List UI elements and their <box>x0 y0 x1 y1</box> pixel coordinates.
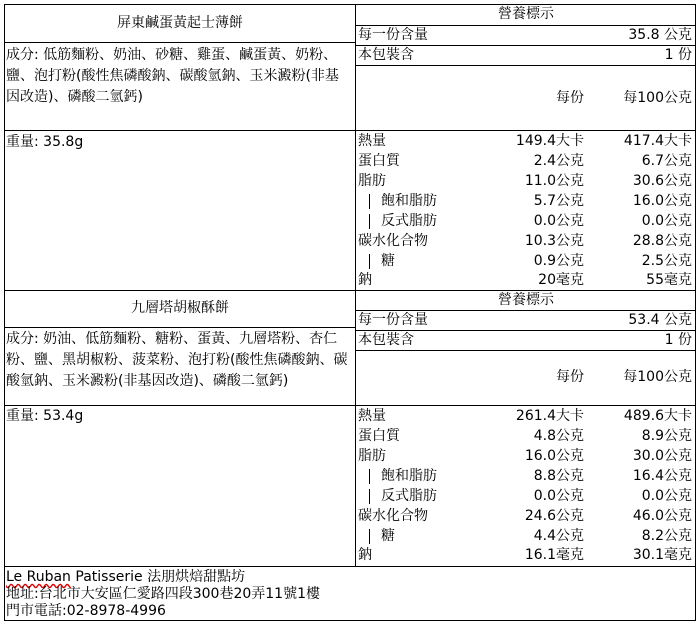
nutrient-per-serving: 0.9公克 <box>533 253 584 269</box>
serving-size-value: 35.8 公克 <box>628 27 692 43</box>
nutrient-per-100g: 0.0公克 <box>641 213 692 229</box>
store-phone: 門市電話:02-8978-4996 <box>6 603 166 619</box>
sub-item-marker <box>369 469 370 484</box>
nutrient-per-serving: 261.4大卡 <box>515 408 584 424</box>
nutrient-label: 熱量 <box>358 408 386 424</box>
nutrient-per-serving: 4.4公克 <box>533 528 584 544</box>
row-line <box>355 350 696 351</box>
nutrient-per-serving: 4.8公克 <box>533 428 584 444</box>
sub-item-marker <box>369 529 370 544</box>
nutrient-per-100g: 8.9公克 <box>641 428 692 444</box>
row-line <box>4 566 696 567</box>
brand-name-rest: Patisserie 法朋烘焙甜點坊 <box>70 569 246 585</box>
nutrient-per-100g: 30.0公克 <box>632 448 692 464</box>
row-line <box>4 405 696 406</box>
nutrient-label: 糖 <box>381 253 395 269</box>
nutrient-per-100g: 16.4公克 <box>632 468 692 484</box>
column-header-per-serving: 每份 <box>556 90 584 106</box>
nutrient-label: 熱量 <box>358 133 386 149</box>
nutrient-per-100g: 46.0公克 <box>632 508 692 524</box>
nutrient-per-100g: 2.5公克 <box>641 253 692 269</box>
nutrient-per-100g: 8.2公克 <box>641 528 692 544</box>
nutrient-label: 脂肪 <box>358 448 386 464</box>
serving-size-value: 53.4 公克 <box>628 312 692 328</box>
row-line <box>4 130 696 131</box>
ingredients-text: 成分: 奶油、低筋麵粉、糖粉、蛋黃、九層塔粉、杏仁粉、鹽、黑胡椒粉、菠菜粉、泡打粉(酸性焦磷酸鈉、碳酸氫鈉、玉米澱粉(非基因改造)、磷酸二氫鈣) <box>6 331 348 389</box>
nutrient-label: 飽和脂肪 <box>381 193 437 209</box>
column-header-per-100g: 每100公克 <box>623 369 692 385</box>
nutrient-label: 反式脂肪 <box>381 213 437 229</box>
nutrient-label: 鈉 <box>358 272 372 288</box>
sub-item-marker <box>369 194 370 209</box>
nutrient-per-100g: 417.4大卡 <box>623 133 692 149</box>
nutrient-per-serving: 20毫克 <box>538 272 584 288</box>
brand-name-latin: Le Ruban <box>6 569 71 585</box>
nutrient-per-100g: 16.0公克 <box>632 193 692 209</box>
sub-item-marker <box>369 214 370 229</box>
product-name: 屏東鹹蛋黃起士薄餅 <box>117 15 243 31</box>
nutrient-label: 蛋白質 <box>358 153 400 169</box>
nutrient-per-100g: 6.7公克 <box>641 153 692 169</box>
nutrient-per-serving: 16.1毫克 <box>524 547 584 563</box>
column-divider <box>355 4 356 566</box>
table-border-right <box>695 4 696 621</box>
ingredients-text: 成分: 低筋麵粉、奶油、砂糖、雞蛋、鹹蛋黃、奶粉、鹽、泡打粉(酸性焦磷酸鈉、碳酸氫鈉、玉米澱粉(非基因改造)、磷酸二氫鈣) <box>6 47 339 105</box>
servings-label: 本包裝含 <box>358 332 414 348</box>
store-address: 地址:台北市大安區仁愛路四段300巷20弄11號1樓 <box>6 586 320 602</box>
nutrient-label: 飽和脂肪 <box>381 468 437 484</box>
servings-label: 本包裝含 <box>358 47 414 63</box>
servings-value: 1 份 <box>664 332 692 348</box>
column-header-per-serving: 每份 <box>556 369 584 385</box>
product-name: 九層塔胡椒酥餅 <box>131 300 229 316</box>
nutrient-per-serving: 8.8公克 <box>533 468 584 484</box>
nutrient-per-serving: 0.0公克 <box>533 488 584 504</box>
serving-size-label: 每一份含量 <box>358 312 428 328</box>
nutrient-label: 蛋白質 <box>358 428 400 444</box>
nutrient-per-serving: 2.4公克 <box>533 153 584 169</box>
nutrient-per-serving: 149.4大卡 <box>515 133 584 149</box>
nutrient-label: 糖 <box>381 528 395 544</box>
row-line <box>4 42 356 43</box>
weight-text: 重量: 35.8g <box>6 134 84 150</box>
weight-text: 重量: 53.4g <box>6 408 84 424</box>
nutrient-per-100g: 489.6大卡 <box>623 408 692 424</box>
nutrient-label: 碳水化合物 <box>358 233 428 249</box>
nutrient-per-100g: 55毫克 <box>646 272 692 288</box>
column-header-per-100g: 每100公克 <box>623 90 692 106</box>
nutrient-per-serving: 16.0公克 <box>524 448 584 464</box>
nutrient-label: 脂肪 <box>358 173 386 189</box>
nutrient-label: 反式脂肪 <box>381 488 437 504</box>
serving-size-label: 每一份含量 <box>358 27 428 43</box>
servings-value: 1 份 <box>664 47 692 63</box>
sub-item-marker <box>369 489 370 504</box>
row-line <box>4 327 356 328</box>
nutrient-per-serving: 0.0公克 <box>533 213 584 229</box>
nutrient-label: 碳水化合物 <box>358 508 428 524</box>
nutrient-per-100g: 30.1毫克 <box>632 547 692 563</box>
nutrient-per-serving: 5.7公克 <box>533 193 584 209</box>
nutrient-per-100g: 0.0公克 <box>641 488 692 504</box>
nutrition-title: 營養標示 <box>498 6 554 22</box>
nutrient-per-100g: 30.6公克 <box>632 173 692 189</box>
nutrient-per-serving: 11.0公克 <box>524 173 584 189</box>
sub-item-marker <box>369 254 370 269</box>
nutrient-label: 鈉 <box>358 547 372 563</box>
nutrition-title: 營養標示 <box>498 292 554 308</box>
nutrient-per-100g: 28.8公克 <box>632 233 692 249</box>
nutrient-per-serving: 10.3公克 <box>524 233 584 249</box>
row-line <box>355 65 696 66</box>
nutrient-per-serving: 24.6公克 <box>524 508 584 524</box>
